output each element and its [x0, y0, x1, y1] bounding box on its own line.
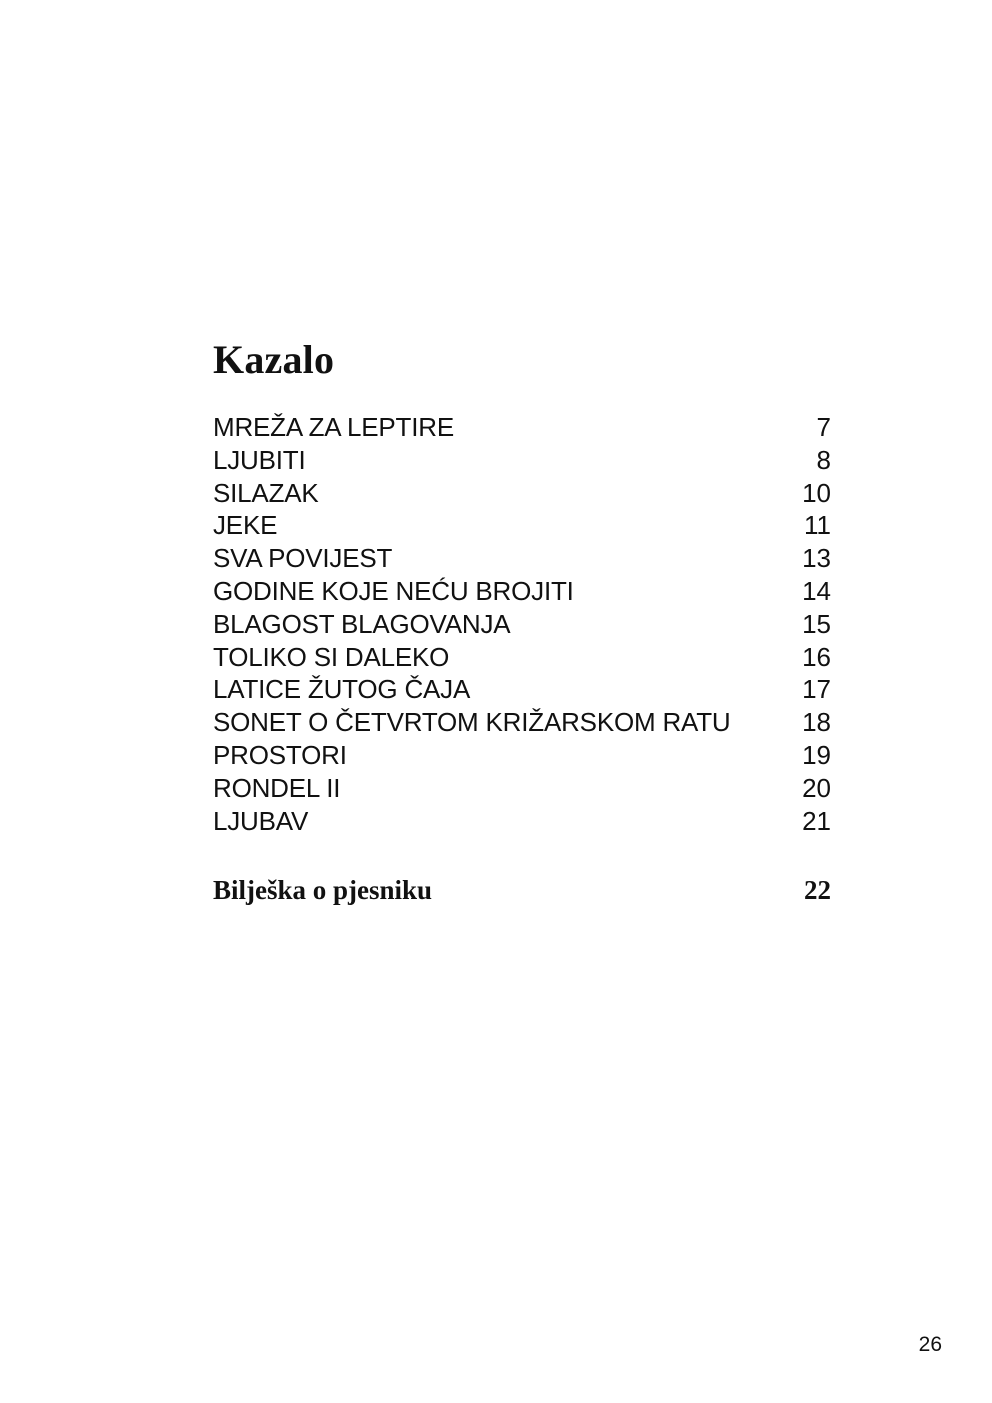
- toc-list: [213, 411, 831, 837]
- toc-entry-title: SVA POVIJEST: [213, 543, 393, 574]
- toc-entry-title: LATICE ŽUTOG ČAJA: [213, 674, 471, 705]
- toc-entry-page: 7: [816, 412, 831, 442]
- toc-entry-title: SILAZAK: [213, 477, 319, 508]
- toc-entry-page: 15: [802, 608, 831, 639]
- toc-entry-title: RONDEL II: [213, 772, 341, 803]
- toc-entry: [213, 739, 831, 772]
- toc-entry: [213, 509, 831, 542]
- toc-entry-title: TOLIKO SI DALEKO: [213, 641, 450, 672]
- toc-entry-title: PROSTORI: [213, 739, 347, 770]
- toc-entry-title: JEKE: [213, 510, 278, 541]
- toc-entry-title: GODINE KOJE NEĆU BROJITI: [213, 575, 574, 606]
- toc-entry: [213, 706, 831, 739]
- toc-entry: [213, 772, 831, 805]
- toc-entry-page: 16: [802, 641, 831, 672]
- toc-entry-page: 13: [802, 543, 831, 574]
- toc-entry-page: 10: [802, 477, 831, 508]
- toc-note-page: 22: [804, 875, 831, 905]
- toc-entry-title: MREŽA ZA LEPTIRE: [213, 412, 454, 442]
- toc-entry: [213, 608, 831, 641]
- toc-entry-title: BLAGOST BLAGOVANJA: [213, 608, 511, 639]
- toc-entry: [213, 673, 831, 706]
- toc-entry-page: 8: [816, 444, 831, 475]
- toc-entry-page: 20: [802, 772, 831, 803]
- page-title: Kazalo: [213, 337, 335, 382]
- toc-entry-page: 21: [802, 805, 831, 836]
- toc-entry: [213, 411, 831, 444]
- toc-entry-title: SONET O ČETVRTOM KRIŽARSKOM RATU: [213, 707, 731, 738]
- toc-entry: [213, 477, 831, 510]
- toc-entry-title: LJUBITI: [213, 444, 306, 475]
- toc-entry: [213, 444, 831, 477]
- toc-entry: [213, 542, 831, 575]
- toc-entry-page: 17: [802, 674, 831, 705]
- toc-entry: [213, 641, 831, 674]
- toc-note-entry: [213, 872, 831, 908]
- toc-entry-page: 18: [802, 707, 831, 738]
- toc-entry-page: 19: [802, 739, 831, 770]
- toc-entry: [213, 805, 831, 838]
- toc-entry-page: 11: [804, 510, 831, 541]
- toc-note-title: Bilješka o pjesniku: [213, 875, 433, 905]
- toc-entry-title: LJUBAV: [213, 805, 309, 836]
- toc-entry-page: 14: [802, 575, 831, 606]
- toc-entry: [213, 575, 831, 608]
- page-number: 26: [918, 1333, 942, 1356]
